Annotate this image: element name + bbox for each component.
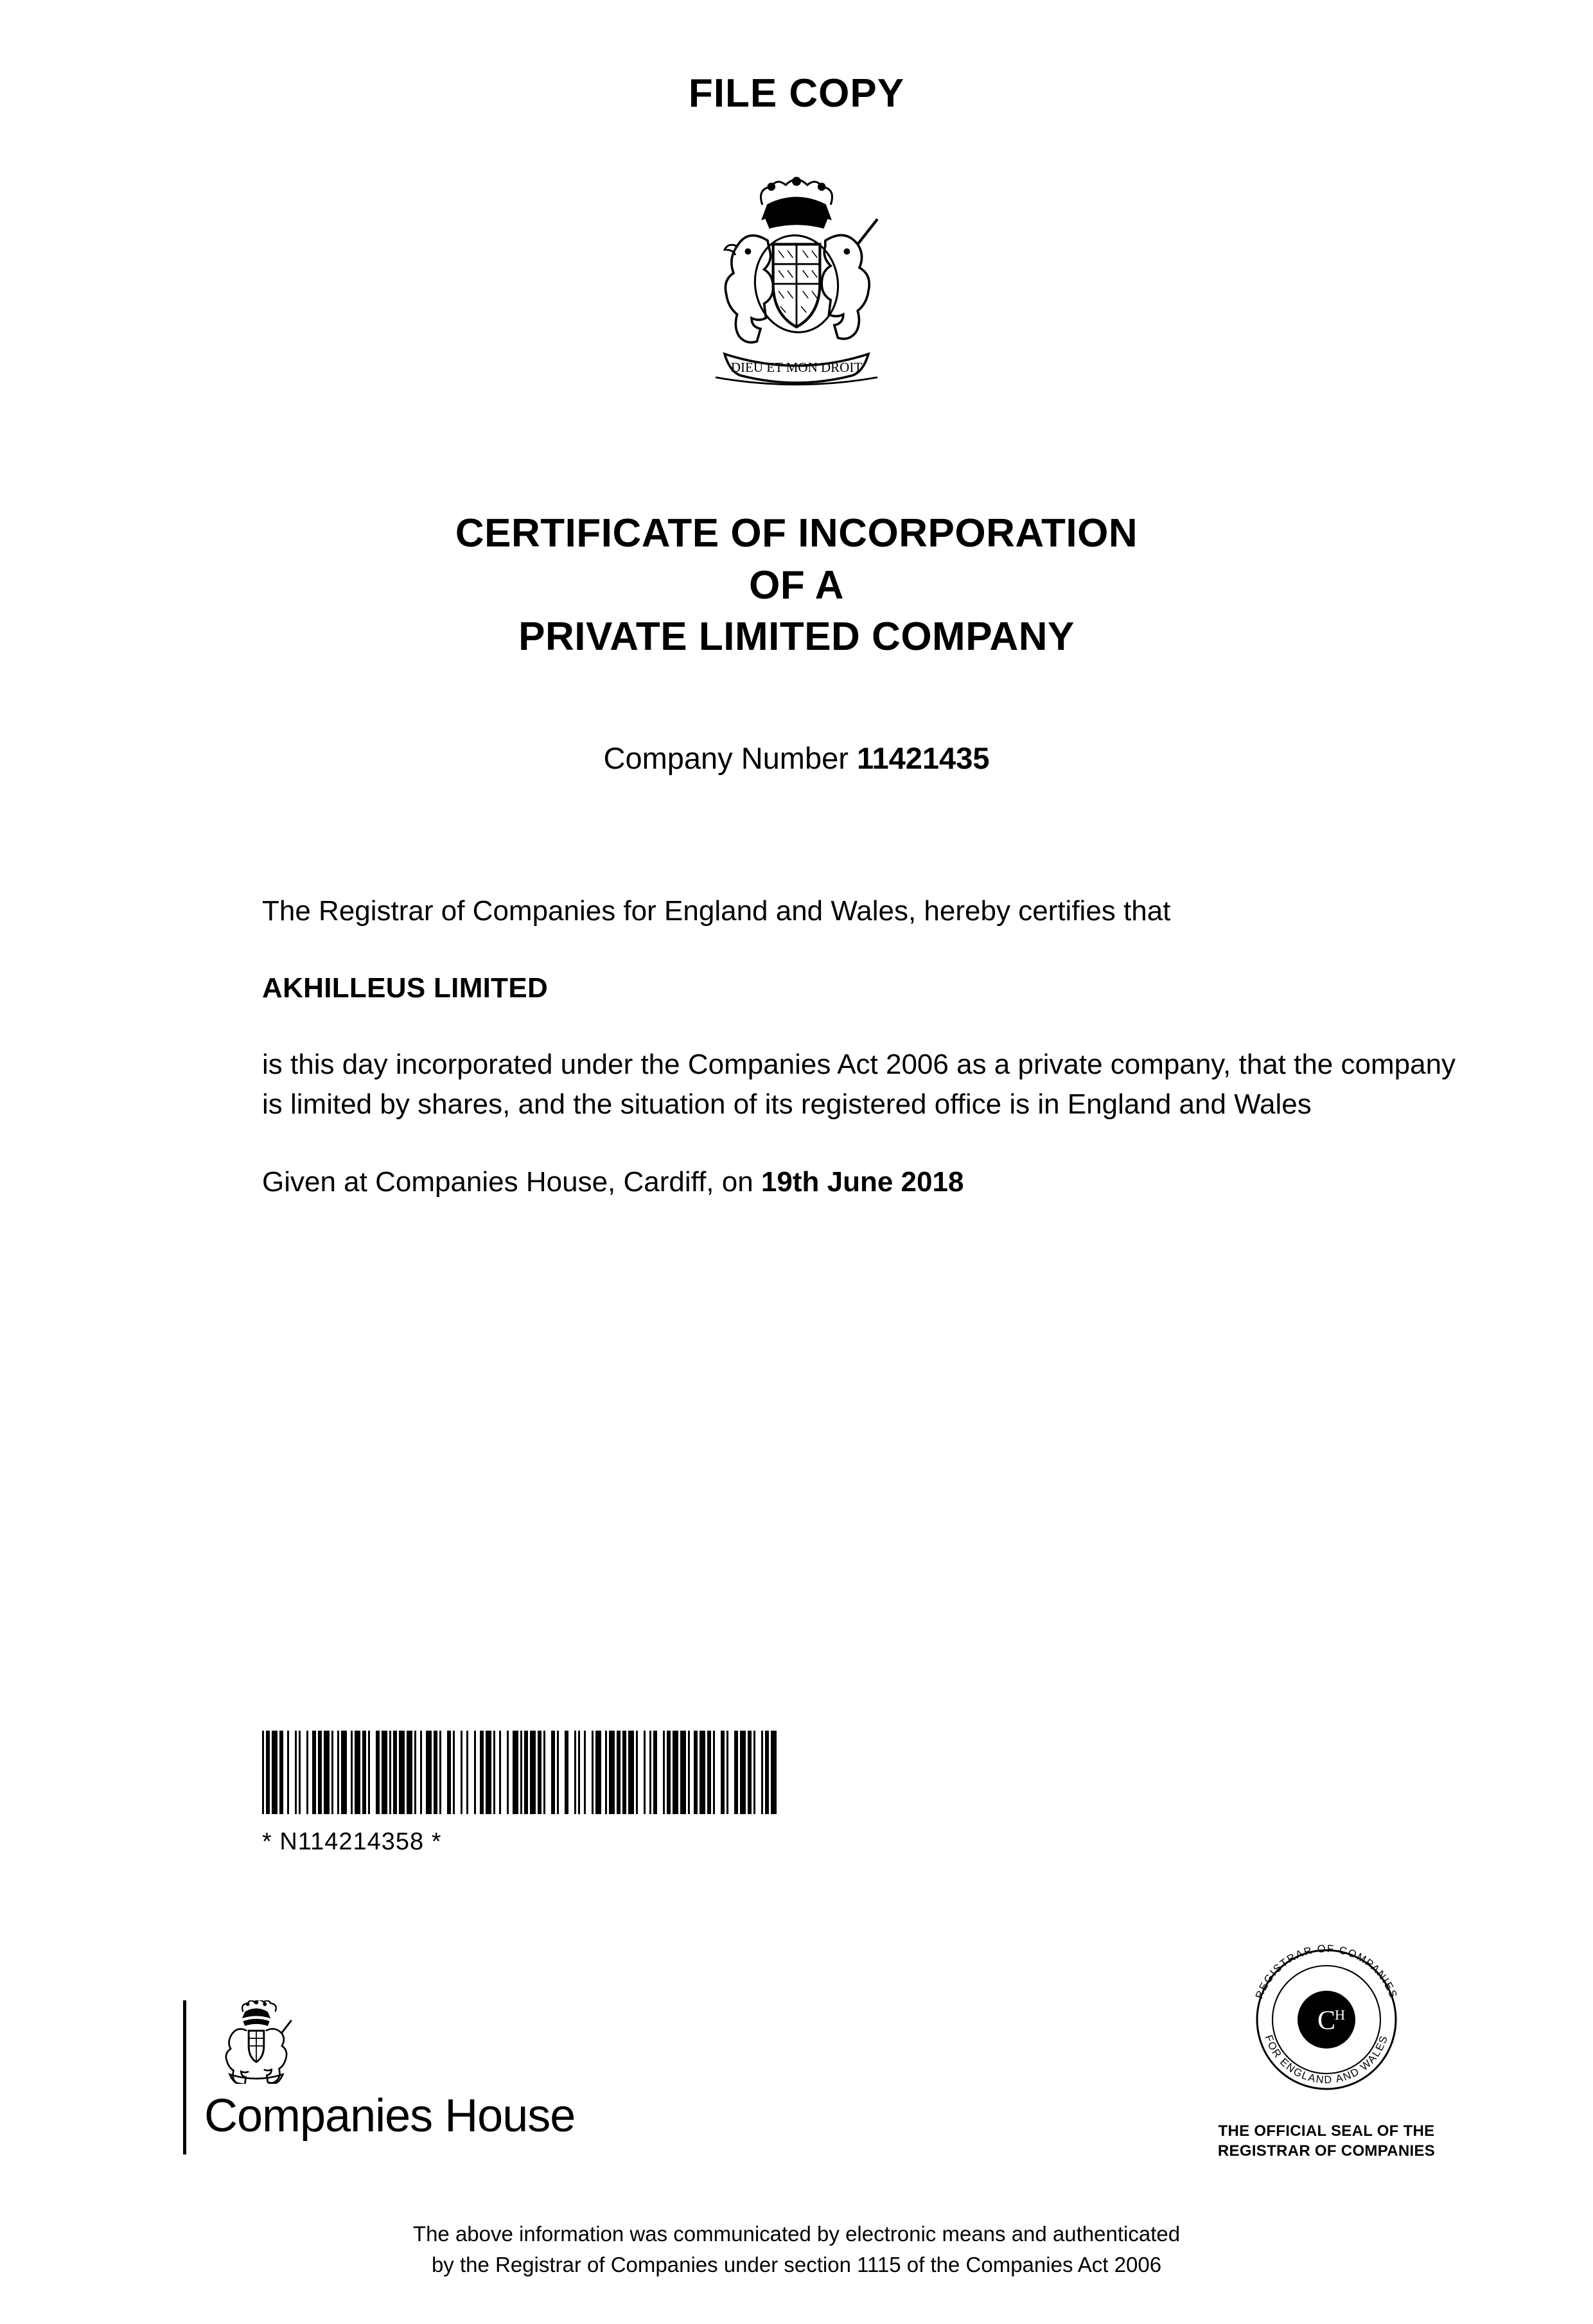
official-seal: [1204, 1923, 1448, 2161]
svg-text:DIEU ET MON DROIT: DIEU ET MON DROIT: [730, 360, 863, 376]
given-date: 19th June 2018: [761, 1166, 964, 1198]
seal-caption: [1204, 2121, 1448, 2161]
seal-ring-top-text: REGISTRAR OF COMPANIES: [1253, 1943, 1400, 2001]
incorporation-text: is this day incorporated under the Companies Act 2006 as a private company, that the company is limited by shares, and the situation of its registered office is in England and Wales: [262, 1048, 1456, 1121]
barcode-text: * N114214358 *: [262, 1828, 442, 1855]
seal-caption-line-2: REGISTRAR OF COMPANIES: [1217, 2142, 1436, 2160]
company-number-label: Company Number: [603, 740, 857, 775]
certificate-page: [0, 71, 1593, 2324]
company-name: AKHILLEUS LIMITED: [262, 972, 549, 1004]
footer-note: [0, 2219, 1593, 2280]
title-line-1: CERTIFICATE OF INCORPORATION: [455, 511, 1138, 555]
companies-house-logo: [183, 2000, 575, 2154]
given-at-line: [262, 1162, 1457, 1202]
barcode-area: [262, 1731, 777, 1856]
footer-line-2: by the Registrar of Companies under section 1115 of the Companies Act 2006: [431, 2252, 1162, 2276]
royal-arms-container: [0, 158, 1593, 428]
page-title: [0, 508, 1593, 663]
file-copy-label: FILE COPY: [688, 71, 905, 116]
registrar-intro-text: The Registrar of Companies for England and Wales, hereby certifies that: [262, 895, 1171, 927]
title-line-3: PRIVATE LIMITED COMPANY: [518, 615, 1075, 660]
certificate-body: [262, 891, 1457, 1202]
seal-monogram: C: [1317, 2006, 1336, 2036]
svg-text:H: H: [1334, 2007, 1346, 2023]
barcode-image: [262, 1731, 777, 1814]
seal-ring-bottom-text: FOR ENGLAND AND WALES: [1262, 2033, 1391, 2086]
title-line-2: OF A: [749, 563, 844, 607]
logo-rule: [183, 2000, 186, 2154]
seal-graphic: [1230, 1923, 1423, 2116]
footer-line-1: The above information was communicated by electronic means and authenticated: [412, 2222, 1181, 2246]
company-number: [0, 740, 1593, 776]
registrar-seal-icon: [1230, 1923, 1423, 2116]
seal-caption-line-1: THE OFFICIAL SEAL OF THE: [1218, 2122, 1435, 2140]
given-prefix: Given at Companies House, Cardiff, on: [262, 1166, 761, 1198]
companies-house-crest-icon: [208, 2000, 304, 2084]
companies-house-name: Companies House: [204, 2090, 576, 2142]
company-number-value: 11421435: [856, 740, 990, 775]
royal-coat-of-arms-icon: [662, 158, 931, 428]
